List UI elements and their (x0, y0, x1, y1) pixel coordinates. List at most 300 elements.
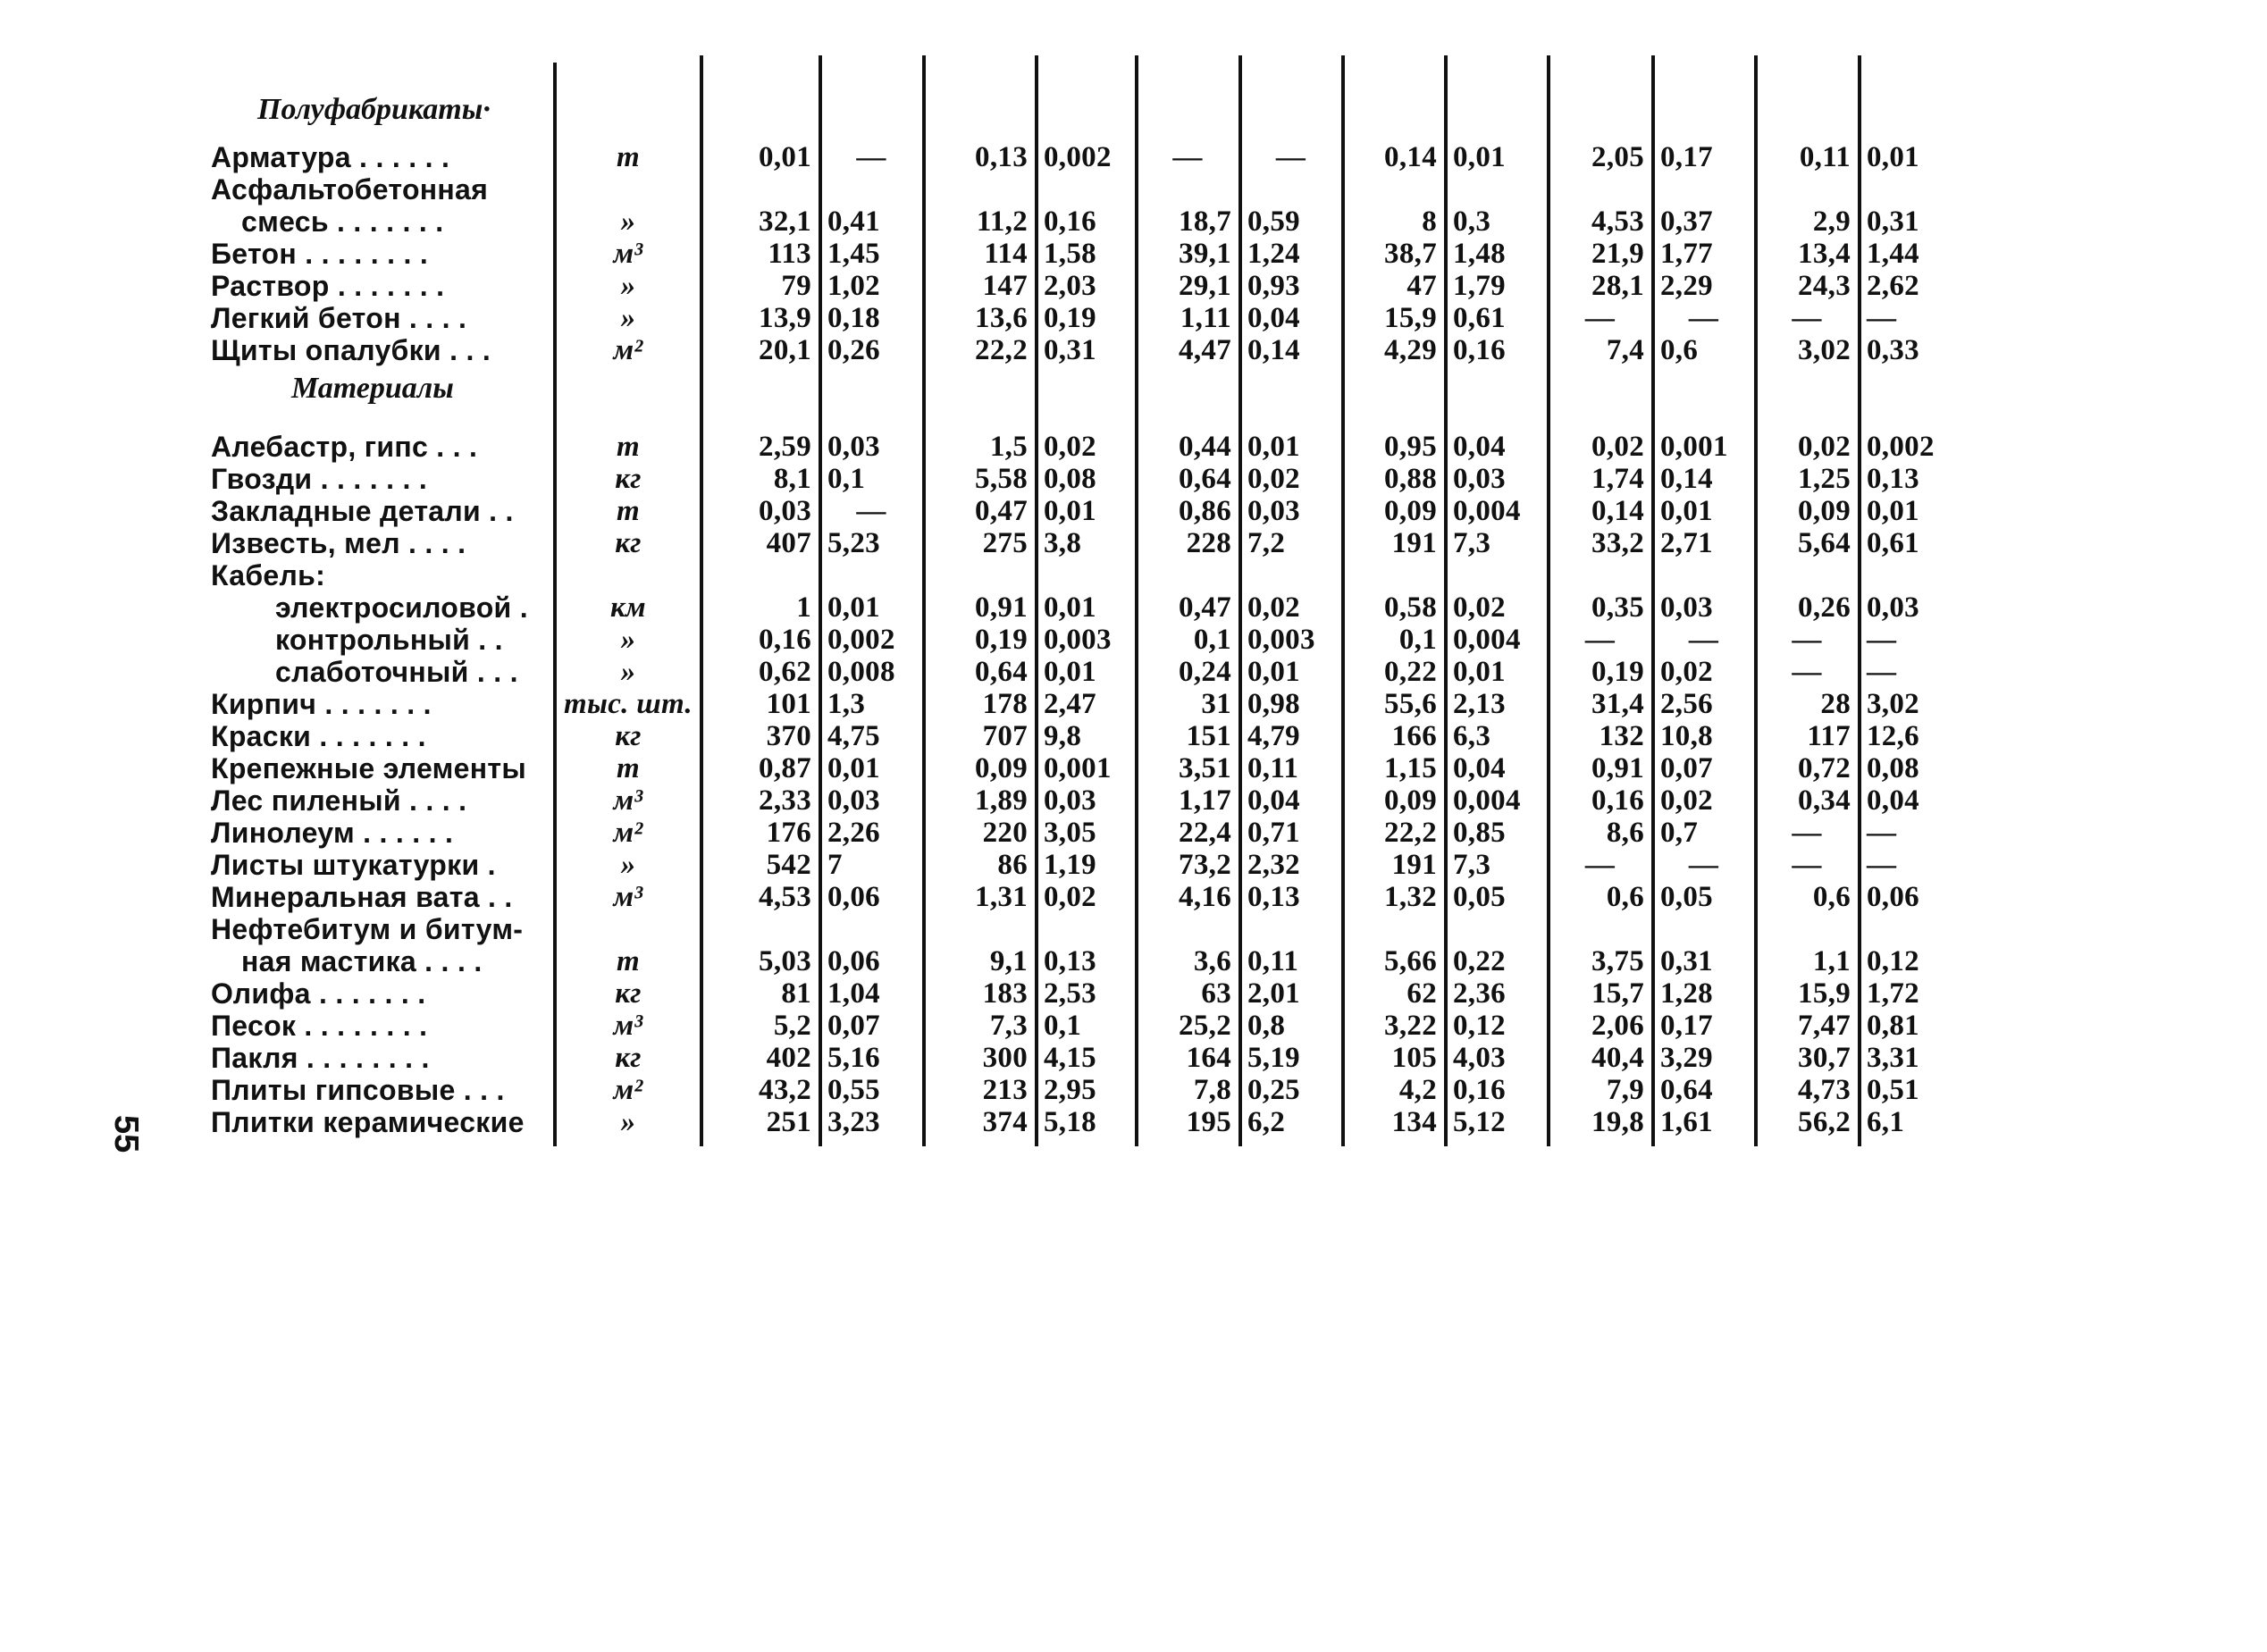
value-cell: 5,12 (1453, 1106, 1506, 1138)
value-cell: 0,08 (1044, 463, 1096, 495)
value-cell: 0,19 (1591, 656, 1644, 688)
value-cell: 0,05 (1453, 881, 1506, 913)
value-cell: 176 (766, 817, 811, 849)
row-unit: т (617, 945, 640, 977)
value-cell: — (1792, 656, 1822, 688)
value-cell: 0,64 (975, 656, 1028, 688)
value-cell: 0,22 (1453, 945, 1506, 977)
value-cell: 0,17 (1660, 1010, 1713, 1042)
row-unit: м² (613, 334, 643, 366)
value-cell: 166 (1391, 720, 1437, 752)
value-cell: 8,1 (773, 463, 811, 495)
value-cell: 13,6 (975, 302, 1028, 334)
value-cell: 117 (1807, 720, 1851, 752)
value-cell: 0,07 (1660, 752, 1713, 784)
value-cell: 213 (982, 1074, 1028, 1106)
value-cell: — (1275, 141, 1306, 173)
value-cell: 0,1 (1398, 624, 1437, 656)
value-cell: 22,2 (975, 334, 1028, 366)
value-cell: 47 (1406, 270, 1437, 302)
value-cell: 542 (766, 849, 811, 881)
row-unit: м³ (613, 784, 643, 817)
value-cell: 2,03 (1044, 270, 1096, 302)
value-cell: 2,95 (1044, 1074, 1096, 1106)
value-cell: — (1867, 624, 1897, 656)
value-cell: — (1792, 624, 1822, 656)
row-name: Известь, мел . . . . (211, 527, 466, 559)
row-unit: » (620, 849, 636, 881)
value-cell: 0,64 (1179, 463, 1231, 495)
row-unit: м² (613, 817, 643, 849)
value-cell: 0,91 (975, 591, 1028, 624)
value-cell: 31 (1201, 688, 1231, 720)
value-cell: 1,74 (1591, 463, 1644, 495)
value-cell: 0,03 (1867, 591, 1919, 624)
row-unit: м² (613, 1074, 643, 1106)
value-cell: 0,003 (1044, 624, 1112, 656)
value-cell: 191 (1391, 849, 1437, 881)
value-cell: 0,02 (1044, 431, 1096, 463)
value-cell: 5,64 (1798, 527, 1851, 559)
value-cell: 105 (1391, 1042, 1437, 1074)
value-cell: 0,01 (1867, 141, 1919, 173)
value-cell: 0,13 (1867, 463, 1919, 495)
value-cell: — (1867, 656, 1897, 688)
row-name: смесь . . . . . . . (241, 205, 444, 238)
value-cell: 0,81 (1867, 1010, 1919, 1042)
value-cell: 18,7 (1179, 205, 1231, 238)
value-cell: 0,01 (1660, 495, 1713, 527)
value-cell: — (1792, 302, 1822, 334)
value-cell: 2,32 (1247, 849, 1300, 881)
value-cell: 0,01 (1453, 141, 1506, 173)
value-cell: 2,01 (1247, 977, 1300, 1010)
value-cell: 3,31 (1867, 1042, 1919, 1074)
value-cell: — (1792, 817, 1822, 849)
section-title: Полуфабрикаты· (257, 93, 491, 126)
value-cell: 0,17 (1660, 141, 1713, 173)
value-cell: 0,02 (1660, 784, 1713, 817)
value-cell: 0,01 (759, 141, 811, 173)
value-cell: 6,3 (1453, 720, 1491, 752)
row-name: Песок . . . . . . . . (211, 1010, 428, 1042)
value-cell: 2,26 (827, 817, 880, 849)
row-name: Кирпич . . . . . . . (211, 688, 432, 720)
value-cell: — (1792, 849, 1822, 881)
row-unit: » (620, 205, 636, 238)
value-cell: 0,55 (827, 1074, 880, 1106)
value-cell: 5,2 (773, 1010, 811, 1042)
value-cell: 56,2 (1798, 1106, 1851, 1138)
value-cell: 0,02 (1591, 431, 1644, 463)
value-cell: 0,11 (1247, 752, 1299, 784)
value-cell: 0,25 (1247, 1074, 1300, 1106)
value-cell: 0,14 (1660, 463, 1713, 495)
value-cell: 0,16 (1453, 1074, 1506, 1106)
value-cell (1044, 559, 1128, 591)
value-cell: 1,28 (1660, 977, 1713, 1010)
value-cell: 0,03 (1247, 495, 1300, 527)
row-name: Пакля . . . . . . . . (211, 1042, 430, 1074)
value-cell: 1 (796, 591, 811, 624)
row-name: Крепежные элементы (211, 752, 526, 784)
value-cell: 0,02 (1660, 656, 1713, 688)
page-number: 55 (107, 1115, 145, 1153)
value-cell: 134 (1391, 1106, 1437, 1138)
row-unit: » (620, 302, 636, 334)
value-cell: 5,03 (759, 945, 811, 977)
value-cell: 251 (766, 1106, 811, 1138)
value-cell: 0,13 (1044, 945, 1096, 977)
value-cell: 2,06 (1591, 1010, 1644, 1042)
value-cell: 0,31 (1867, 205, 1919, 238)
value-cell: 1,48 (1453, 238, 1506, 270)
value-cell: 0,12 (1453, 1010, 1506, 1042)
row-name: Линолеум . . . . . . (211, 817, 454, 849)
value-cell: 1,02 (827, 270, 880, 302)
value-cell: — (1172, 141, 1203, 173)
value-cell: 1,3 (827, 688, 866, 720)
value-cell: 1,77 (1660, 238, 1713, 270)
value-cell (1556, 559, 1644, 591)
value-cell: 0,87 (759, 752, 811, 784)
row-unit: » (620, 656, 636, 688)
value-cell: 0,03 (827, 431, 880, 463)
value-cell: 1,11 (1180, 302, 1231, 334)
value-cell: 63 (1201, 977, 1231, 1010)
value-cell: 0,11 (1799, 141, 1851, 173)
row-unit (560, 559, 696, 591)
value-cell: 374 (982, 1106, 1028, 1138)
value-cell: 0,41 (827, 205, 880, 238)
value-cell: 4,47 (1179, 334, 1231, 366)
value-cell: 275 (982, 527, 1028, 559)
value-cell: 22,4 (1179, 817, 1231, 849)
row-name: Раствор . . . . . . . (211, 270, 445, 302)
value-cell: 15,9 (1384, 302, 1437, 334)
value-cell: 3,75 (1591, 945, 1644, 977)
value-cell: 3,22 (1384, 1010, 1437, 1042)
value-cell: 0,61 (1453, 302, 1506, 334)
value-cell: 0,02 (1798, 431, 1851, 463)
value-cell: 7,9 (1606, 1074, 1644, 1106)
value-cell: 0,31 (1660, 945, 1713, 977)
value-cell: 0,19 (975, 624, 1028, 656)
value-cell: 0,14 (1247, 334, 1300, 366)
value-cell: 3,05 (1044, 817, 1096, 849)
value-cell: 7,3 (1453, 527, 1491, 559)
value-cell: 0,91 (1591, 752, 1644, 784)
value-cell: 0,03 (1660, 591, 1713, 624)
value-cell: 25,2 (1179, 1010, 1231, 1042)
value-cell: 7,3 (1453, 849, 1491, 881)
value-cell: 0,13 (975, 141, 1028, 173)
value-cell: 0,3 (1453, 205, 1491, 238)
value-cell: 3,23 (827, 1106, 880, 1138)
value-cell: 1,32 (1384, 881, 1437, 913)
value-cell: 13,4 (1798, 238, 1851, 270)
row-unit: м³ (613, 238, 643, 270)
value-cell: 73,2 (1179, 849, 1231, 881)
value-cell: 38,7 (1384, 238, 1437, 270)
value-cell: 114 (984, 238, 1028, 270)
row-unit: » (620, 1106, 636, 1138)
value-cell: 2,33 (759, 784, 811, 817)
value-cell: 55,6 (1384, 688, 1437, 720)
row-name: Лес пиленый . . . . (211, 784, 467, 817)
value-cell: 32,1 (759, 205, 811, 238)
row-name: ная мастика . . . . (241, 945, 483, 977)
value-cell: — (1688, 849, 1719, 881)
value-cell: 0,09 (975, 752, 1028, 784)
value-cell: 4,75 (827, 720, 880, 752)
value-cell: 1,24 (1247, 238, 1300, 270)
value-cell: — (856, 495, 886, 527)
value-cell: 7,47 (1798, 1010, 1851, 1042)
value-cell: 4,53 (759, 881, 811, 913)
value-cell: 0,26 (1798, 591, 1851, 624)
value-cell: 7,8 (1193, 1074, 1231, 1106)
value-cell: — (1867, 302, 1897, 334)
row-unit: т (617, 495, 640, 527)
value-cell: 1,61 (1660, 1106, 1713, 1138)
value-cell: 0,1 (827, 463, 866, 495)
value-cell: 5,58 (975, 463, 1028, 495)
value-cell: 31,4 (1591, 688, 1644, 720)
value-cell: 0,6 (1812, 881, 1851, 913)
value-cell: 28,1 (1591, 270, 1644, 302)
value-cell: 2,36 (1453, 977, 1506, 1010)
row-unit: кг (615, 720, 642, 752)
value-cell: 2,05 (1591, 141, 1644, 173)
value-cell: 0,14 (1591, 495, 1644, 527)
value-cell (1453, 559, 1540, 591)
value-cell: 0,6 (1606, 881, 1644, 913)
value-cell (1350, 559, 1437, 591)
value-cell (1660, 559, 1747, 591)
value-cell: 1,04 (827, 977, 880, 1010)
value-cell: 4,03 (1453, 1042, 1506, 1074)
row-name: Алебастр, гипс . . . (211, 431, 478, 463)
value-cell: 0,09 (1384, 495, 1437, 527)
value-cell: 86 (997, 849, 1028, 881)
value-cell: 33,2 (1591, 527, 1644, 559)
value-cell: — (1867, 817, 1897, 849)
value-cell: 5,19 (1247, 1042, 1300, 1074)
value-cell: 0,16 (759, 624, 811, 656)
row-name: Плитки керамические (211, 1106, 525, 1138)
value-cell: 0,02 (1044, 881, 1096, 913)
value-cell: 0,1 (1044, 1010, 1082, 1042)
row-unit: тыс. шт. (564, 688, 693, 720)
row-unit: кг (615, 1042, 642, 1074)
value-cell: 402 (766, 1042, 811, 1074)
value-cell: 0,93 (1247, 270, 1300, 302)
row-name: слаботочный . . . (275, 656, 518, 688)
value-cell: 0,01 (1453, 656, 1506, 688)
value-cell: 0,95 (1384, 431, 1437, 463)
value-cell: 0,01 (827, 591, 880, 624)
value-cell: 0,22 (1384, 656, 1437, 688)
value-cell: 191 (1391, 527, 1437, 559)
value-cell: 3,6 (1193, 945, 1231, 977)
value-cell: — (1584, 849, 1616, 881)
value-cell: 0,31 (1044, 334, 1096, 366)
value-cell: 0,61 (1867, 527, 1919, 559)
value-cell: 9,1 (989, 945, 1028, 977)
value-cell: 0,26 (827, 334, 880, 366)
value-cell: 1,79 (1453, 270, 1506, 302)
value-cell: 0,72 (1798, 752, 1851, 784)
value-cell: 30,7 (1798, 1042, 1851, 1074)
value-cell: 0,01 (1867, 495, 1919, 527)
value-cell: 1,25 (1798, 463, 1851, 495)
value-cell: 1,19 (1044, 849, 1096, 881)
value-cell: 0,44 (1179, 431, 1231, 463)
row-unit: км (610, 591, 646, 624)
value-cell: 0,09 (1798, 495, 1851, 527)
value-cell: 1,15 (1384, 752, 1437, 784)
value-cell: 2,59 (759, 431, 811, 463)
row-name: Минеральная вата . . (211, 881, 513, 913)
value-cell (1144, 559, 1231, 591)
value-cell: 0,35 (1591, 591, 1644, 624)
value-cell: 0,02 (1247, 463, 1300, 495)
row-unit: м³ (613, 881, 643, 913)
value-cell: 1,72 (1867, 977, 1919, 1010)
row-name: Асфальтобетонная (211, 173, 489, 205)
value-cell (1247, 559, 1334, 591)
value-cell: 28 (1820, 688, 1851, 720)
value-cell: 29,1 (1179, 270, 1231, 302)
value-cell: 5,66 (1384, 945, 1437, 977)
value-cell: 3,51 (1179, 752, 1231, 784)
value-cell: 19,8 (1591, 1106, 1644, 1138)
value-cell: 0,13 (1247, 881, 1300, 913)
row-name: Олифа . . . . . . . (211, 977, 426, 1010)
value-cell: 707 (982, 720, 1028, 752)
value-cell: 43,2 (759, 1074, 811, 1106)
value-cell: 62 (1406, 977, 1437, 1010)
value-cell: 0,71 (1247, 817, 1300, 849)
value-cell: 407 (766, 527, 811, 559)
value-cell: 1,31 (975, 881, 1028, 913)
value-cell: 7,4 (1606, 334, 1644, 366)
value-cell: 0,004 (1453, 784, 1521, 817)
value-cell: 15,7 (1591, 977, 1644, 1010)
value-cell: 1,58 (1044, 238, 1096, 270)
value-cell: 0,11 (1247, 945, 1299, 977)
value-cell: 0,51 (1867, 1074, 1919, 1106)
value-cell: 0,09 (1384, 784, 1437, 817)
value-cell (1763, 559, 1851, 591)
value-cell: 2,56 (1660, 688, 1713, 720)
row-unit: кг (615, 527, 642, 559)
value-cell: 0,85 (1453, 817, 1506, 849)
row-name: Закладные детали . . (211, 495, 514, 527)
value-cell: 13,9 (759, 302, 811, 334)
value-cell: 0,01 (1247, 656, 1300, 688)
value-cell: 3,02 (1798, 334, 1851, 366)
value-cell: 0,001 (1660, 431, 1728, 463)
value-cell: 0,002 (1044, 141, 1112, 173)
value-cell: 4,29 (1384, 334, 1437, 366)
value-cell: 0,04 (1247, 784, 1300, 817)
value-cell: 0,98 (1247, 688, 1300, 720)
row-unit: т (617, 431, 640, 463)
value-cell: 2,47 (1044, 688, 1096, 720)
value-cell: 0,6 (1660, 334, 1699, 366)
value-cell (827, 559, 915, 591)
row-unit: кг (615, 977, 642, 1010)
value-cell: 0,58 (1384, 591, 1437, 624)
value-cell: 0,12 (1867, 945, 1919, 977)
value-cell: 2,71 (1660, 527, 1713, 559)
value-cell: 0,47 (1179, 591, 1231, 624)
value-cell: 1,1 (1812, 945, 1851, 977)
value-cell: 12,6 (1867, 720, 1919, 752)
value-cell: 3,29 (1660, 1042, 1713, 1074)
value-cell: 101 (766, 688, 811, 720)
value-cell: 4,2 (1398, 1074, 1437, 1106)
value-cell: 4,79 (1247, 720, 1300, 752)
value-cell: 5,23 (827, 527, 880, 559)
value-cell: 0,002 (1867, 431, 1935, 463)
value-cell: 15,9 (1798, 977, 1851, 1010)
value-cell: 370 (766, 720, 811, 752)
row-unit: т (617, 141, 640, 173)
value-cell: 0,03 (827, 784, 880, 817)
row-name: Листы штукатурки . (211, 849, 496, 881)
value-cell: 0,19 (1044, 302, 1096, 334)
value-cell: 228 (1186, 527, 1231, 559)
value-cell: 4,15 (1044, 1042, 1096, 1074)
value-cell: 220 (982, 817, 1028, 849)
value-cell: 40,4 (1591, 1042, 1644, 1074)
value-cell: 1,45 (827, 238, 880, 270)
value-cell: 0,01 (1044, 656, 1096, 688)
value-cell: 7 (827, 849, 843, 881)
value-cell: 0,04 (1247, 302, 1300, 334)
value-cell: 4,16 (1179, 881, 1231, 913)
value-cell: 0,003 (1247, 624, 1315, 656)
value-cell: 4,73 (1798, 1074, 1851, 1106)
value-cell: 3,02 (1867, 688, 1919, 720)
row-unit: м³ (613, 1010, 643, 1042)
value-cell: 300 (982, 1042, 1028, 1074)
value-cell: 0,02 (1453, 591, 1506, 624)
value-cell: 0,001 (1044, 752, 1112, 784)
value-cell: — (1584, 302, 1616, 334)
value-cell: 0,04 (1453, 752, 1506, 784)
value-cell: 21,9 (1591, 238, 1644, 270)
row-name: Арматура . . . . . . (211, 141, 450, 173)
value-cell: 0,47 (975, 495, 1028, 527)
value-cell: 0,01 (827, 752, 880, 784)
value-cell: 0,01 (1044, 591, 1096, 624)
value-cell: 6,1 (1867, 1106, 1905, 1138)
value-cell: 1,17 (1179, 784, 1231, 817)
row-name: Щиты опалубки . . . (211, 334, 491, 366)
value-cell: 0,06 (827, 881, 880, 913)
row-name: Кабель: (211, 559, 326, 591)
value-cell: 20,1 (759, 334, 811, 366)
value-cell: 2,29 (1660, 270, 1713, 302)
value-cell: 9,8 (1044, 720, 1082, 752)
value-cell: 2,62 (1867, 270, 1919, 302)
row-name: контрольный . . (275, 624, 503, 656)
value-cell: 0,008 (827, 656, 895, 688)
